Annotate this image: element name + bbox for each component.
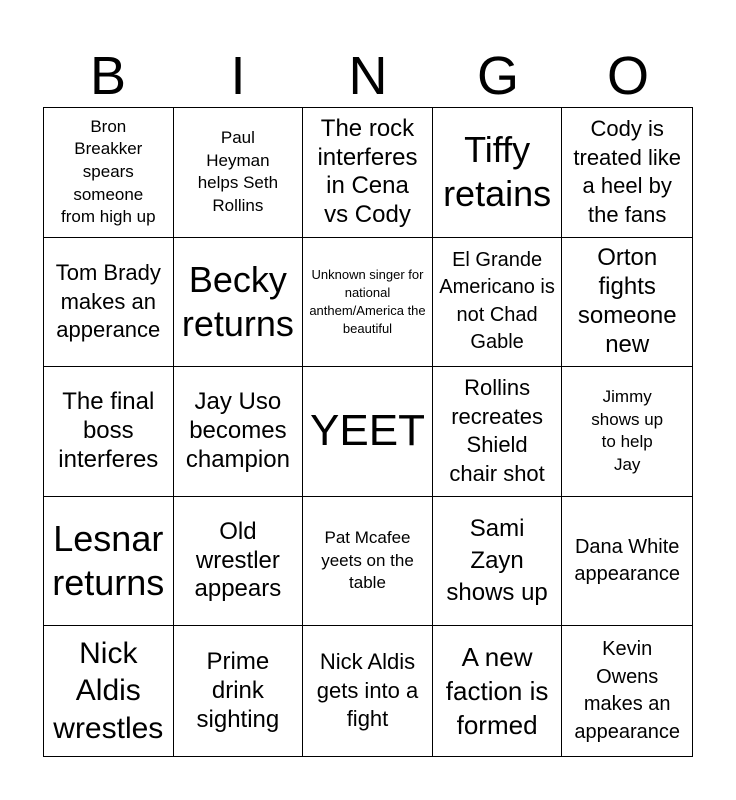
bingo-cell-i4[interactable]: [174, 497, 304, 627]
header-letter-b: B: [89, 46, 127, 106]
bingo-cell-text: Jimmy shows up to help Jay: [591, 387, 664, 475]
bingo-cell-b4[interactable]: [44, 497, 174, 627]
bingo-cell-text: Paul Heyman helps Seth Rollins: [197, 128, 279, 215]
header-letter-o: O: [606, 46, 649, 106]
bingo-cell-g4[interactable]: [433, 497, 563, 627]
bingo-cell-n5[interactable]: [303, 626, 433, 756]
bingo-cell-text: Unknown singer for national anthem/America the beautiful: [309, 266, 426, 337]
bingo-cell-text: Cody is treated like a heel by the fans: [573, 116, 681, 227]
bingo-cell-i3[interactable]: [174, 367, 304, 497]
bingo-cell-text: Bron Breakker spears someone from high up: [61, 116, 156, 227]
bingo-cell-free[interactable]: [303, 367, 433, 497]
bingo-cell-i2[interactable]: [174, 238, 304, 368]
bingo-cell-text: Jay Uso becomes champion: [185, 388, 290, 473]
bingo-cell-b1[interactable]: [44, 108, 174, 238]
bingo-cell-b3[interactable]: [44, 367, 174, 497]
bingo-cell-o3[interactable]: [562, 367, 692, 497]
bingo-cell-i1[interactable]: [174, 108, 304, 238]
bingo-cell-o1[interactable]: [562, 108, 692, 238]
bingo-cell-text: Old wrestler appears: [194, 517, 282, 603]
bingo-board: [43, 107, 693, 757]
bingo-cell-text: Rollins recreates Shield chair shot: [449, 375, 545, 487]
bingo-cell-text: Nick Aldis wrestles: [53, 636, 164, 745]
bingo-cell-text: Sami Zayn shows up: [446, 515, 548, 607]
bingo-cell-g2[interactable]: [433, 238, 563, 368]
bingo-cell-text: Tiffy retains: [443, 129, 552, 215]
bingo-cell-text: Kevin Owens makes an appearance: [574, 638, 681, 743]
bingo-cell-g5[interactable]: [433, 626, 563, 756]
bingo-cell-text: El Grande Americano is not Chad Gable: [439, 248, 555, 354]
bingo-cell-i5[interactable]: [174, 626, 304, 756]
bingo-cell-text: Lesnar returns: [52, 518, 165, 604]
bingo-cell-text: Becky returns: [181, 258, 294, 344]
bingo-cell-text: Prime drink sighting: [196, 648, 280, 733]
bingo-cell-b2[interactable]: [44, 238, 174, 368]
bingo-header: [43, 44, 693, 108]
bingo-cell-text: Nick Aldis gets into a fight: [316, 649, 419, 732]
bingo-cell-text: Tom Brady makes an apperance: [55, 260, 161, 343]
bingo-cell-text: Orton fights someone new: [577, 244, 677, 358]
bingo-cell-text: Pat Mcafee yeets on the table: [321, 528, 414, 593]
header-letter-n: N: [348, 46, 388, 106]
bingo-cell-text: The final boss interferes: [58, 388, 159, 473]
bingo-cell-b5[interactable]: [44, 626, 174, 756]
bingo-cell-text: The rock interferes in Cena vs Cody: [317, 114, 418, 229]
bingo-cell-g1[interactable]: [433, 108, 563, 238]
header-letter-i: I: [230, 46, 246, 106]
bingo-cell-n2[interactable]: [303, 238, 433, 368]
bingo-cell-text: YEET: [310, 406, 425, 456]
bingo-cell-text: Dana White appearance: [574, 535, 681, 586]
bingo-cell-o4[interactable]: [562, 497, 692, 627]
bingo-cell-o2[interactable]: [562, 238, 692, 368]
bingo-cell-n1[interactable]: [303, 108, 433, 238]
bingo-cell-o5[interactable]: [562, 626, 692, 756]
bingo-cell-g3[interactable]: [433, 367, 563, 497]
bingo-cell-text: A new faction is formed: [445, 641, 549, 741]
header-letter-g: G: [476, 46, 519, 106]
bingo-cell-n4[interactable]: [303, 497, 433, 627]
